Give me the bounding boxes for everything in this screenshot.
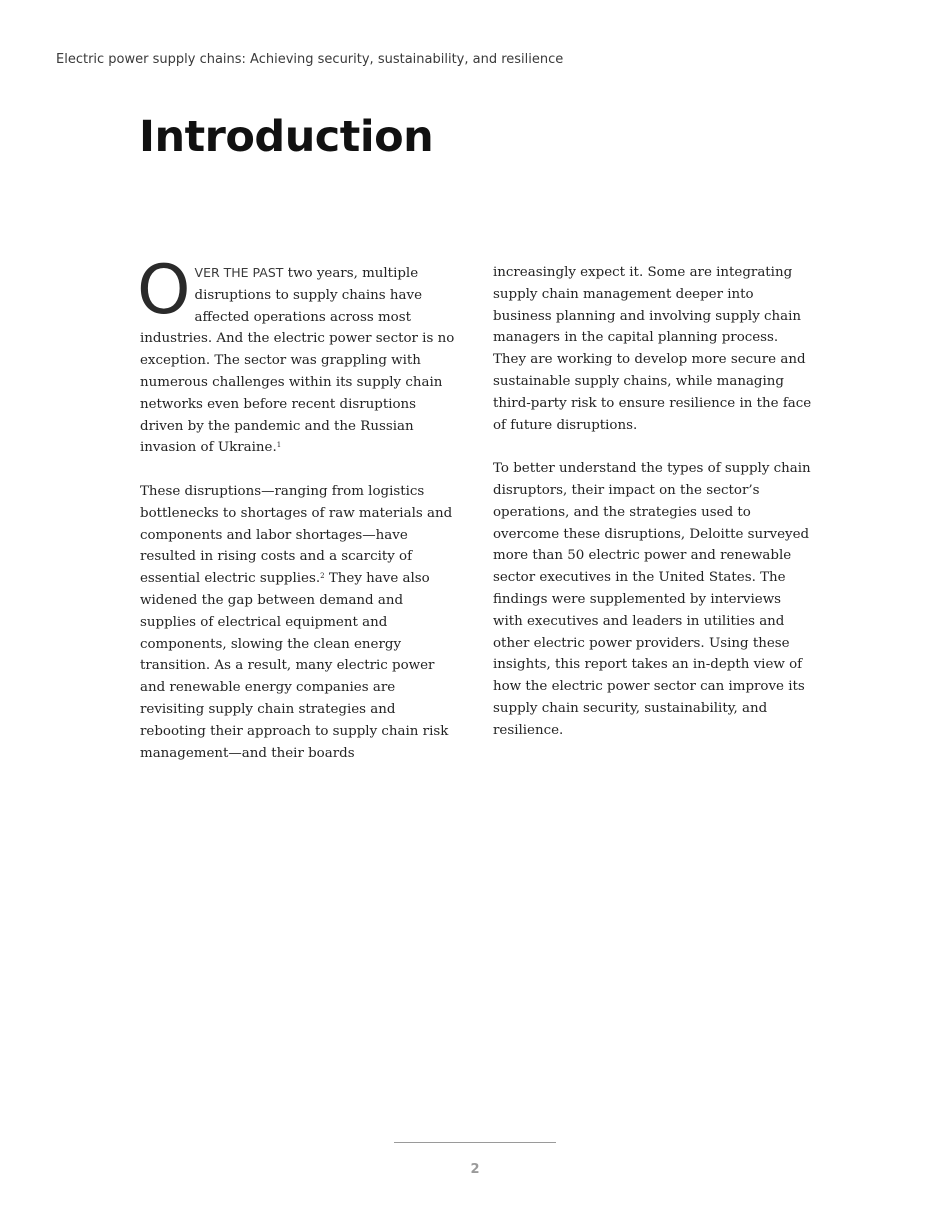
disruptions-paragraph — [140, 481, 460, 764]
survey-paragraph: To better understand the types of supply chain disruptors, their impact on the sector’s operations, and the strategies used to overcome these disruptions, Deloitte surveyed more than 50 electric power and renewable sector executives in the United States. The findings were supplemented by interviews with executives and leaders in utilities and other electric power providers. Using these insights, this report takes an in-depth view of how the electric power sector can improve its supply chain security, sustainability, and resilience. — [493, 461, 811, 738]
footer-divider — [394, 1142, 556, 1143]
running-header: Electric power supply chains: Achieving security, sustainability, and resilience — [56, 52, 564, 67]
right-column — [493, 262, 815, 763]
left-column — [137, 251, 460, 786]
footnote-marker-2: 2 — [320, 572, 325, 581]
page-title: Introduction — [139, 112, 434, 162]
disruptions-paragraph-text-a: These disruptions—ranging from logistics bottlenecks to shortages of raw materials and components and labor shortages—have resulted in rising costs and a scarcity of essential electric supplies. — [140, 483, 453, 587]
intro-paragraph — [137, 251, 460, 459]
continuation-paragraph: increasingly expect it. Some are integrating supply chain management deeper into business planning and involving supply chain managers in the capital planning process. They are working to develop more secure and sustainable supply chains, while managing third-party risk to ensure resilience in the face of future disruptions. — [493, 265, 812, 433]
page-number: 2 — [470, 1162, 480, 1177]
intro-paragraph-text: two years, multiple disruptions to supply chains have affected operations across most industries. And the electric power sector is no exception. The sector was grappling with numerous challenges within its supply chain networks even before recent disruptions driven by the pandemic and the Russian invasion of Ukraine. — [140, 266, 455, 456]
drop-cap: O — [137, 251, 189, 330]
footnote-marker-1: 1 — [276, 441, 282, 450]
lead-in-caps: VER THE PAST — [194, 265, 284, 280]
disruptions-paragraph-text-b: They have also widened the gap between demand and supplies of electrical equipment and components, slowing the clean energy transition. As a result, many electric power and renewable energy companies are revisiting supply chain strategies and rebooting their approach to supply chain risk management—and their boards — [140, 571, 449, 761]
